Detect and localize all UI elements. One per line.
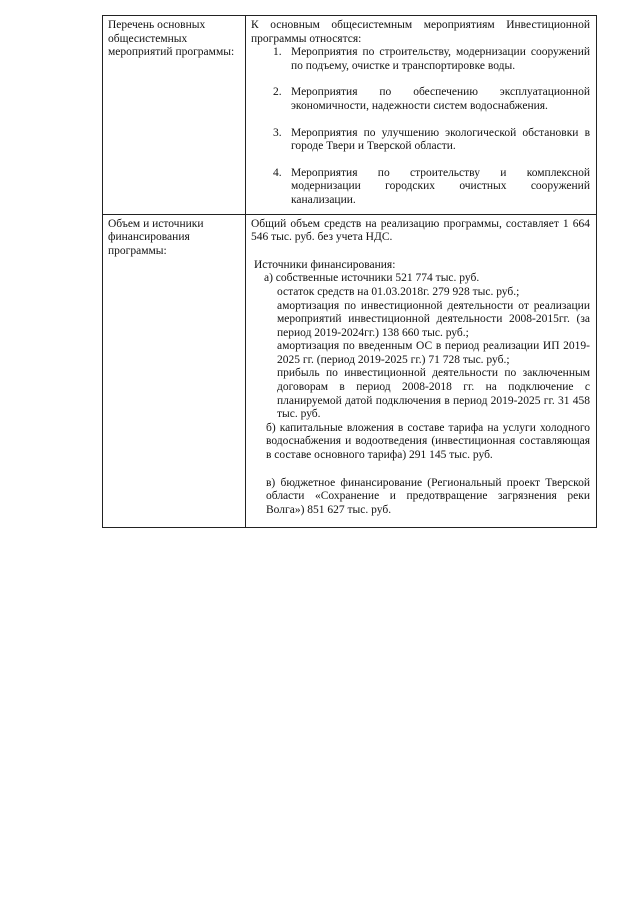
- row-content-measures: [246, 16, 597, 215]
- total-volume: Общий объем средств на реализацию программы, составляет 1 664 546 тыс. руб. без учета НДС.: [251, 217, 590, 244]
- own-source-item: остаток средств на 01.03.2018г. 279 928 тыс. руб.;: [277, 285, 520, 298]
- own-source-item: амортизация по введенным ОС в период реализации ИП 2019-2025 гг. (период 2019-2025 гг.) 71 728 тыс. руб.;: [277, 340, 590, 366]
- list-item-number: 3.: [273, 126, 282, 139]
- list-item-text: Мероприятия по обеспечению эксплуатационной экономичности, надежности систем водоснабжения.: [291, 86, 590, 112]
- list-item-text: Мероприятия по строительству и комплексной модернизации городских очистных сооружений канализации.: [291, 166, 590, 206]
- list-item-number: 2.: [273, 86, 282, 99]
- list-item: [251, 46, 590, 73]
- list-item: [251, 127, 590, 154]
- measures-list: [251, 46, 590, 207]
- budget-financing: в) бюджетное финансирование (Региональный проект Тверской области «Сохранение и предотвращение загрязнения реки Волга») 851 627 тыс. руб.: [266, 476, 590, 516]
- table-row: [103, 214, 597, 528]
- sources-heading: Источники финансирования:: [254, 258, 396, 271]
- table-row: [103, 16, 597, 215]
- list-item-text: Мероприятия по улучшению экологической обстановки в городе Твери и Тверской области.: [291, 126, 590, 153]
- list-item: [251, 167, 590, 208]
- list-item: [251, 86, 590, 113]
- program-table: [102, 15, 597, 528]
- row-label-measures: Перечень основных общесистемных мероприятий программы:: [103, 16, 246, 215]
- list-item-number: 1.: [273, 46, 282, 59]
- own-sources: а) собственные источники 521 774 тыс. руб.: [264, 272, 480, 285]
- own-source-item: амортизация по инвестиционной деятельности от реализации мероприятий инвестиционной деятельности 2008-2015гг. (за период 2019-2024гг.) 138 660 тыс. руб.;: [277, 299, 590, 339]
- list-item-number: 4.: [273, 166, 282, 179]
- capital-investments: б) капитальные вложения в составе тарифа на услуги холодного водоснабжения и водоотведения (инвестиционная составляющая в составе основного тарифа) 291 145 тыс. руб.: [266, 421, 590, 462]
- list-item-text: Мероприятия по строительству, модернизации сооружений по подъему, очистке и транспортировке воды.: [291, 46, 590, 72]
- row-content-financing: [246, 214, 597, 528]
- row-label-financing: Объем и источники финансирования программы:: [103, 214, 246, 528]
- measures-intro: К основным общесистемным мероприятиям Инвестиционной программы относятся:: [251, 19, 590, 45]
- own-source-item: прибыль по инвестиционной деятельности по заключенным договорам в период 2008-2018 гг. на подключение с планируемой датой подключения в период 2019-2025 гг. 31 458 тыс. руб.: [277, 367, 590, 421]
